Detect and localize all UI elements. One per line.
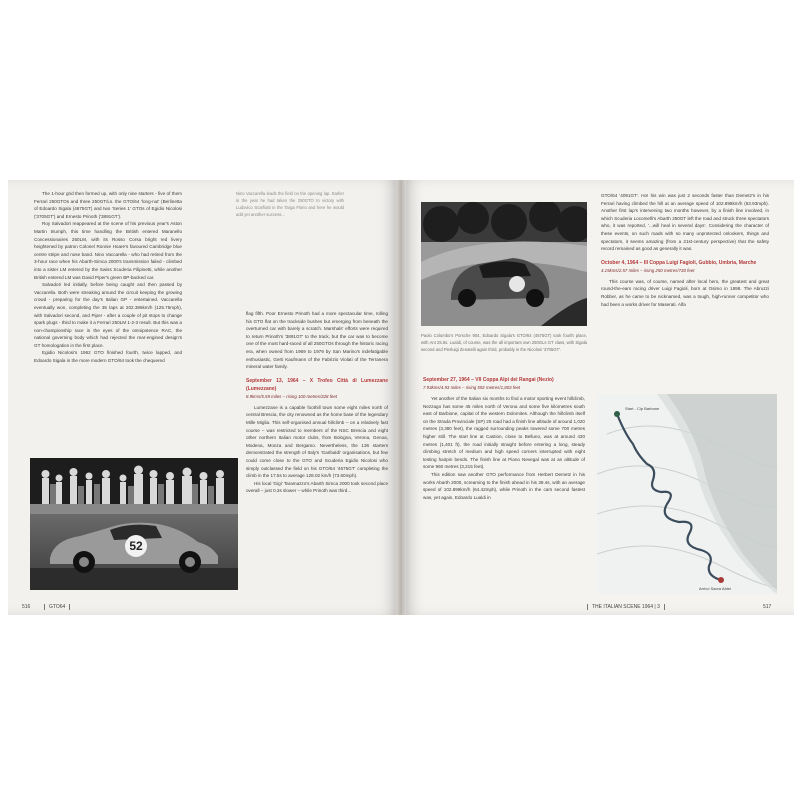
paragraph-rangai: Yet another of the Italian six months to find a motor sporting event hillclimb, Nezzago has some 45 miles north of Verona and some five kilometres south east of Barbione, capital of the western Dolomites. Although the hillclimb itself on the Strada Provinciale (SP) 25 road had a finish line altitude of around 1,020 metres (3,380 feet), the ragged surrounding peaks towered some 700 metres higher still. The start line at Castion, close to Belluno, was at around 430 metres (1,401 ft), the road initially straight before entering a long, steady climbing stretch of medium and high speed corners interrupted with eight testing hairpin bends. The finish line at Piano Nevegal was at an altitude of some 960 metres (3,215 feet).: [423, 396, 585, 470]
right-column-2: [601, 192, 769, 308]
right-photo-caption: Paolo Colombo's Porsche 904, Edoardo Sigala's GTO/64 (4675GT) took fourth place, with Ant 25.5s. Lualdi, of course, was the all important own 250GLs GT class, with Sigala second and Pierluigi Zenatelli again third, probably in the Nicolosi '3705GT'.: [421, 333, 587, 352]
paragraph-taramazzo: His local 'Gigi' Taramazzo's Abarth Simca 2000 took second place overall – just 0.3s slower – while Prinoth was third...: [246, 480, 388, 494]
left-race-photo: [30, 458, 238, 590]
paragraph-salvadori: Roy Salvadori reappeared at the scene of his previous year's Aston Martin triumph, this time handling the British entered Maranello Concessionaires 250LM, with its Rosso Corsa bright red livery heightened by patron Colonel Ronnie Hoare's favoured Cambridge blue centre stripe and nose band. Nino Vaccarella - who had retired from the 3-hour race when his Abarth-Simca 2000's transmission failed - climbed into a sister LM entered by the Swiss Scuderia Filipinetti, while another British entered LM was David Piper's green BP-backed car.: [34, 221, 182, 280]
race-subheading-fagioli: 4.15kms/2.57 miles – rising 250 metres/730 feet: [601, 267, 695, 273]
race-heading-lumezzane: September 13, 1964 – X Trofeo Città di Lumezzane (Lumezzane): [246, 377, 388, 392]
open-book: [8, 180, 794, 620]
left-page-number: 516: [22, 604, 31, 610]
finish-marker: [718, 577, 724, 583]
right-page-number: 517: [763, 604, 772, 610]
paragraph-fagioli: This course was, of course, named after local hero, the greatest and great round-the-ears racing driver Luigi Fagioli, born at Osimo in 1898. The Abruzzi Robber, as he came to be nicknamed, was a tough, high-runner competitor who had been a works driver for Maserati. Alfa: [601, 278, 769, 307]
race-subheading-rangai: 7.93kms/4.93 miles – rising 592 metres/1,803 feet: [423, 385, 521, 390]
right-page: [401, 180, 794, 615]
caption-top: Nino Vaccarella leads the field on the opening lap. Earlier in the year he had taken the 250GTO to victory with Ludovico Scarfiotti in the Targa Florio and here he would add yet another success...: [236, 191, 344, 217]
left-running-head: GTO64: [44, 604, 70, 610]
ferrari-hillclimb-photo: [421, 202, 587, 326]
left-column-2-caption: [236, 190, 344, 218]
book-spine: [396, 180, 406, 615]
right-running-head: THE ITALIAN SCENE 1964 | 3: [587, 604, 665, 610]
left-page: [8, 180, 401, 615]
paragraph-lumezzane: Lumezzane is a capable foothill town some eight miles north of central Brescia, the city renowned as the home base of the legendary Mille Miglia. This self-organised annual hillclimb – on a relatively fast course – was restricted to members of the NSC Brescia and eight other northern Italian motor clubs, from Bologna, Verona, Genoa, Modena, Monza and Bergamo. Nevertheless, the 136 starters demonstrated the strength of Italy's 'Garibaldi' organisations, but few could come close to the GTO and Scuderia Egidio Nicolosi who simply outclassed the field on his GTO/64 '4675GT' completing the climb in the 17.5s to average 128.02 km/h (73.60mph).: [246, 404, 388, 479]
right-column-1: [423, 376, 585, 501]
paragraph-lualdi: GTO/64 '4091GT'. Ho! his win was just 2 seconds faster than Demetz's in his Ferrari having climbed the hill at an average speed of 102.898km/h (63.93mph). Another first lap's intervening two months however, by a finish line involved, in which Scuderia Locomelli's Abarth 250GT left the road and struck three spectators who, it was reported, '...will heal in several days'. Considering the character of these events, on such roads with so many unprotected onlookers, things and spectators, it seems amazing (from a 21st-century perspective) that the safety record remained as good as generally it was.: [601, 193, 769, 252]
race-heading-fagioli: October 4, 1964 – III Coppa Luigi Fagioli, Gubbio, Umbria, Marche: [601, 259, 757, 266]
paragraph-intro: The 1-hour grid then formed up, with only nine starters - five of them Ferrari 250GTOs and three 250GT/Ls. the GTO/64 'long-nut' (Berlinetta of Edoardo Sigala (4675GT) and two 'Series 1' GTOs of Egidio Nicolosi ('3705GT') and Ernesto Prinoth ('3891GT').: [34, 191, 182, 219]
route-map: [597, 394, 777, 594]
right-race-photo: [421, 202, 587, 326]
paragraph-vaccarella: Salvadori led initially, before being caught and then passed by Vaccarella. Both were streaking around the circuit keeping the growing crowd - preparing for the day's Italian GP - entertained. Vaccarella eventually won, completing the 35 laps at 202.386km/h (125.75mph), with Salvadori second, and Piper - after a couple of pit stops to change spark plugs - third to make it a Ferrari 250LM 1-2-3 result. But this was a non-championship race in the eyes of the omnipotence RAC, the national governing body which had rejected the rear-engined design's GT homologation in the first place.: [34, 282, 182, 348]
left-column-2: [246, 310, 388, 495]
start-marker: [614, 411, 620, 417]
paragraph-demetz: This edition saw another GTO performance from Herbert Demetz in his works Abarth 2000, screaming to the finish ahead in his 39.4s, with an average speed of 102.898km/h (64.42mph), while Prinoth in the cars second fastest was, yet again, Edoardo Lualdi in: [423, 471, 585, 500]
paragraph-nicolosi: Egidio Nicolosi's 1962 GTO finished fourth, twice lapped, and Edoardo Sigala in the more modern GTO/64 took the chequered: [34, 350, 182, 364]
ferrari-52-photo: [30, 458, 238, 590]
paragraph-prinoth: flag fifth. Poor Ernesto Prinoth had a more spectacular time, rolling his GTO flat on the trackside bushes but emerging from beneath the overturned car with barely a scratch. Marshals' efforts were required to return Prinoth's '3891GT' to the track, but the car was to become one of the most hard-raced of all 250GTOs through the historic racing era, when owned from 1969 to 1979 by San Marino's indefatigable enthusiastic, Gerti Kaufmann of the Fabrizio Violati of the Terranera mineral water family.: [246, 311, 388, 370]
map-start-label: Start - Cip Barbone: [625, 406, 660, 411]
race-subheading-lumezzane: 8.9kms/5.59 miles – rising 100 metres/328 feet: [246, 393, 338, 399]
race-heading-rangai: September 27, 1964 – VII Coppa Alpi dei Rangai (Nezio): [423, 377, 554, 383]
hillclimb-route-map: [597, 394, 777, 594]
map-finish-label: Arrivo Sacra Abtei: [699, 586, 732, 591]
left-column-1: [34, 190, 182, 365]
svg-text:52: 52: [129, 539, 143, 553]
